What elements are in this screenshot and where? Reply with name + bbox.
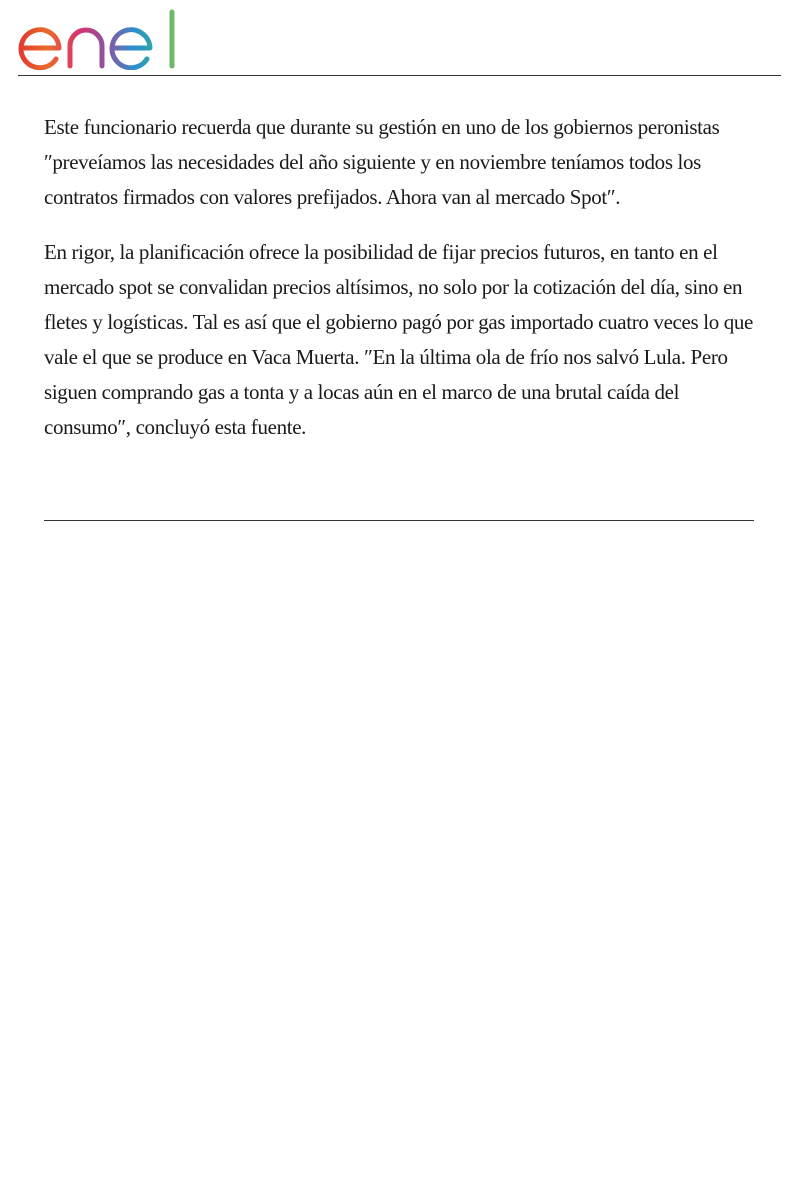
site-header: [18, 0, 781, 76]
enel-logo-graphic: [18, 8, 180, 70]
enel-logo[interactable]: [18, 8, 180, 70]
article-paragraph: En rigor, la planificación ofrece la posibilidad de fijar precios futuros, en tanto en el mercado spot se convalidan precios altísimos, no solo por la cotización del día, sino en fletes y logísticas. Tal es así que el gobierno pagó por gas importado cuatro veces lo que vale el que se produce en Vaca Muerta. ″En la última ola de frío nos salvó Lula. Pero siguen comprando gas a tonta y a locas aún en el marco de una brutal caída del consumo″, concluyó esta fuente.: [44, 240, 754, 439]
article-body: [44, 110, 764, 465]
article-paragraph: Este funcionario recuerda que durante su gestión en uno de los gobiernos peronistas ″preveíamos las necesidades del año siguiente y en noviembre teníamos todos los contratos firmados con valores prefijados. Ahora van al mercado Spot″.: [44, 115, 720, 209]
article-divider: [44, 520, 754, 521]
